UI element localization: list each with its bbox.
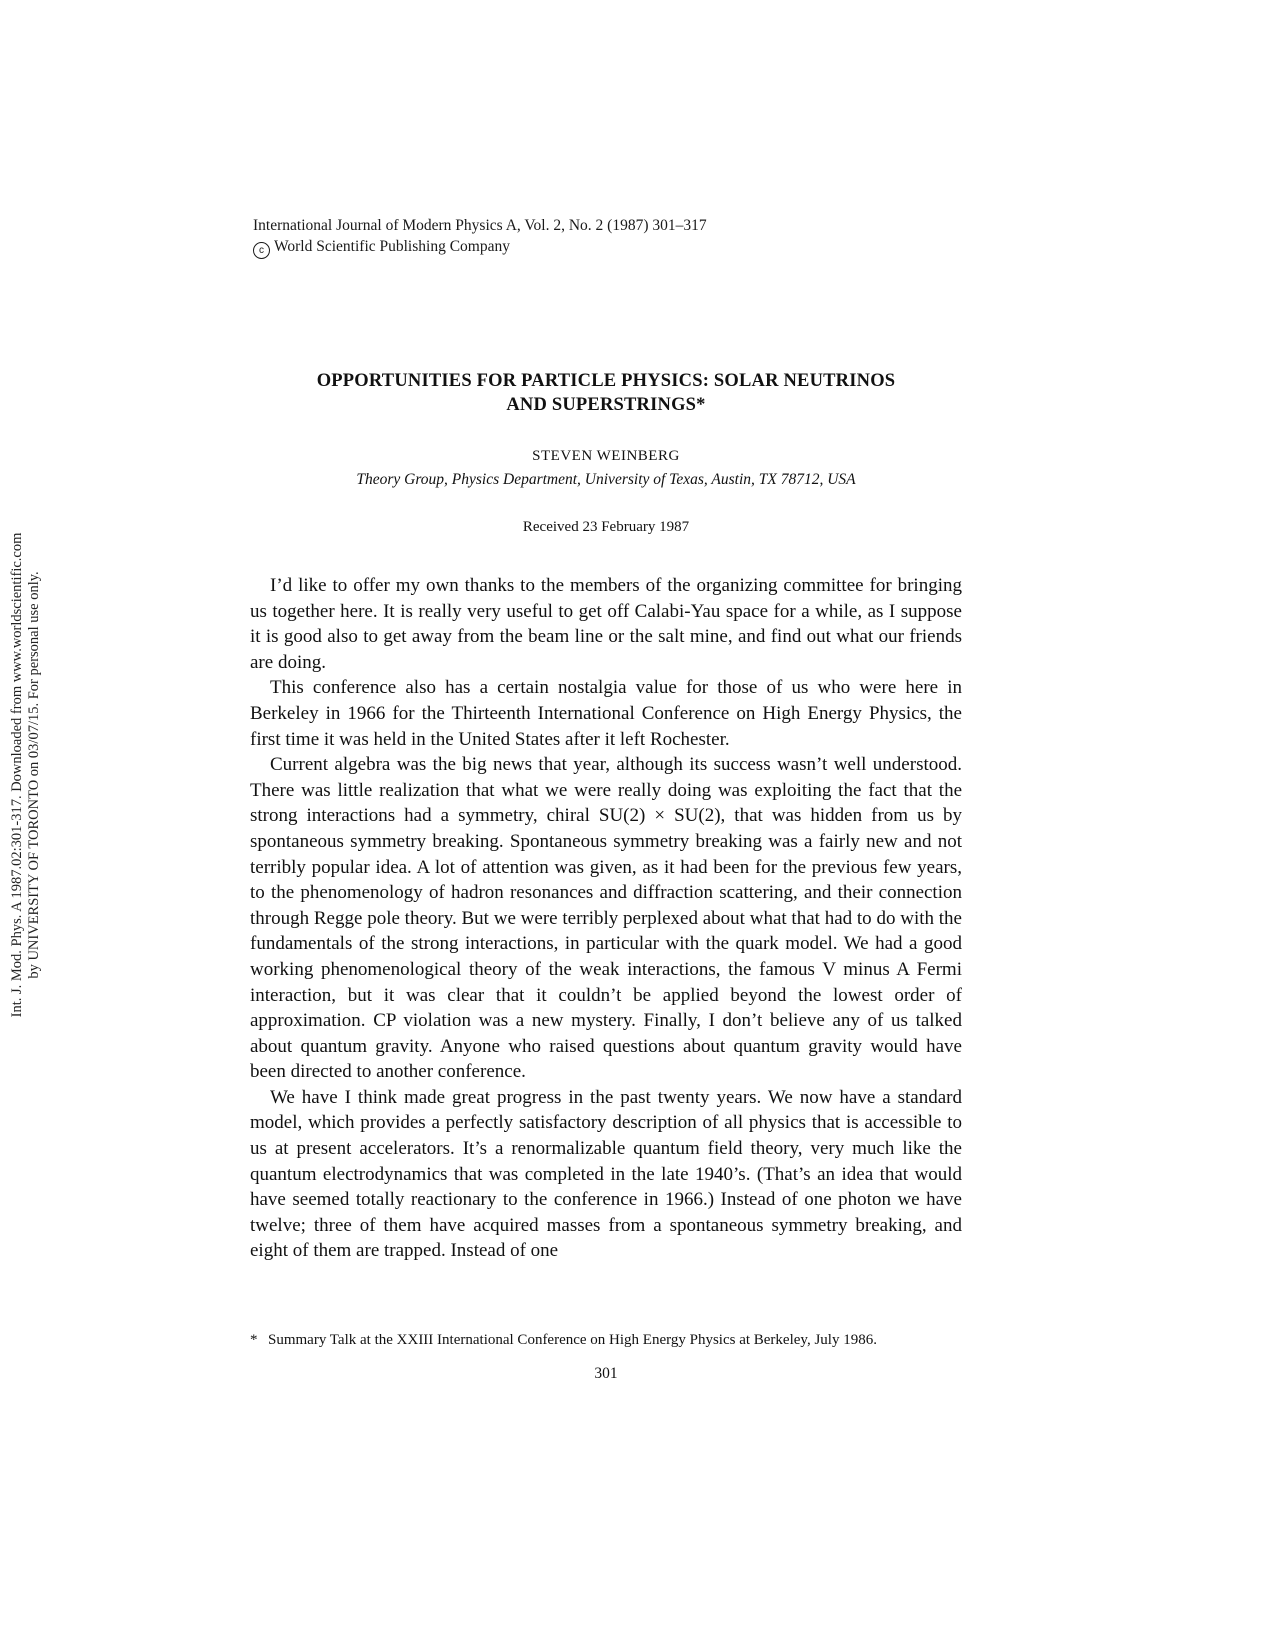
watermark-line-1: Int. J. Mod. Phys. A 1987.02:301-317. Downloaded from www.worldscientific.com	[9, 532, 25, 1018]
page-number: 301	[594, 1365, 618, 1382]
body-text	[250, 573, 962, 1264]
download-watermark	[0, 0, 52, 1651]
title-line-2: AND SUPERSTRINGS*	[506, 395, 706, 415]
copyright-icon: c	[253, 242, 270, 259]
journal-citation: International Journal of Modern Physics A, Vol. 2, No. 2 (1987) 301–317	[253, 217, 707, 234]
footnote	[250, 1330, 962, 1350]
publisher-line	[253, 236, 707, 259]
author-name: STEVEN WEINBERG	[532, 448, 680, 464]
footnote-mark: *	[250, 1332, 258, 1348]
paragraph: Current algebra was the big news that year, although its success wasn’t well understood. There was little realization that what we were really doing was exploiting the fact that the strong interactions had a symmetry, chiral SU(2) × SU(2), that was hidden from us by spontaneous symmetry breaking. Spontaneous symmetry breaking was a fairly new and not terribly popular idea. A lot of attention was given, as it had been for the previous few years, to the phenomenology of hadron resonances and diffraction scattering, and their connection through Regge pole theory. But we were terribly perplexed about what that had to do with the fundamentals of the strong interactions, in particular with the quark model. We had a good working phenomenological theory of the weak interactions, the famous V minus A Fermi interaction, but it was clear that it couldn’t be applied beyond the lowest order of approximation. CP violation was a new mystery. Finally, I don’t believe any of us talked about quantum gravity. Anyone who raised questions about quantum gravity would have been directed to another conference.	[250, 754, 962, 1083]
received-date: Received 23 February 1987	[522, 519, 690, 535]
publisher-name: World Scientific Publishing Company	[274, 238, 510, 255]
footnote-text: Summary Talk at the XXIII International Conference on High Energy Physics at Berkeley, July 1986.	[268, 1332, 877, 1348]
paragraph: This conference also has a certain nostalgia value for those of us who were here in Berkeley in 1966 for the Thirteenth International Conference on High Energy Physics, the first time it was held in the United States after it left Rochester.	[250, 677, 962, 750]
paper-title	[250, 369, 962, 417]
journal-header	[253, 215, 707, 259]
paragraph: I’d like to offer my own thanks to the members of the organizing committee for bringing us together here. It is really very useful to get off Calabi-Yau space for a while, as I suppose it is good also to get away from the beam line or the salt mine, and find out what our friends are doing.	[250, 575, 962, 673]
paragraph: We have I think made great progress in the past twenty years. We now have a standard model, which provides a perfectly satisfactory description of all physics that is accessible to us at present accelerators. It’s a renormalizable quantum field theory, very much like the quantum electrodynamics that was completed in the late 1940’s. (That’s an idea that would have seemed totally reactionary to the conference in 1966.) Instead of one photon we have twelve; three of them have acquired masses from a spontaneous symmetry breaking, and eight of them are trapped. Instead of one	[250, 1086, 962, 1262]
title-line-1: OPPORTUNITIES FOR PARTICLE PHYSICS: SOLAR NEUTRINOS	[316, 371, 896, 391]
watermark-line-2: by UNIVERSITY OF TORONTO on 03/07/15. For personal use only.	[26, 571, 42, 979]
author-affiliation: Theory Group, Physics Department, University of Texas, Austin, TX 78712, USA	[356, 471, 856, 488]
